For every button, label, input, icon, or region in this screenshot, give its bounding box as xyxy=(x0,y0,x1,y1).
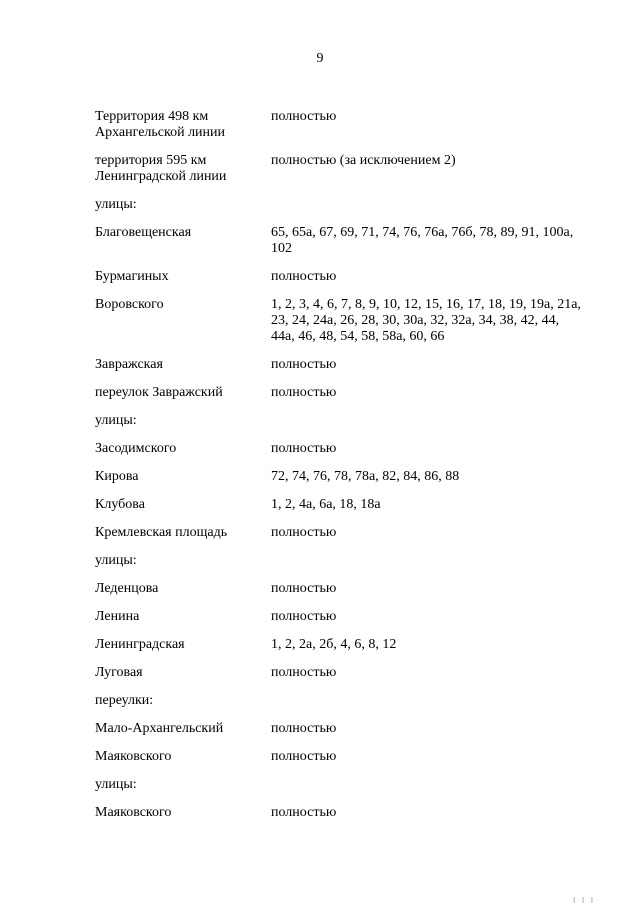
house-numbers xyxy=(271,197,625,213)
house-numbers: полностью xyxy=(271,665,337,680)
list-item xyxy=(95,197,625,213)
street-name: Воровского xyxy=(95,297,164,312)
list-item xyxy=(95,269,625,285)
street-name: Благовещенская xyxy=(95,225,192,240)
street-name: Территория 498 км Архангельской линии xyxy=(95,109,226,140)
list-item xyxy=(95,749,625,765)
house-numbers: 65, 65а, 67, 69, 71, 74, 76, 76а, 76б, 78, 89, 91, 100а, 102 xyxy=(271,225,574,256)
list-item xyxy=(95,153,625,185)
street-name: Засодимского xyxy=(95,441,177,456)
house-numbers xyxy=(271,553,625,569)
street-name: Луговая xyxy=(95,665,143,680)
house-numbers: полностью xyxy=(271,525,337,540)
section-heading: улицы: xyxy=(95,553,137,568)
street-name: Кремлевская площадь xyxy=(95,525,228,540)
house-numbers: полностью xyxy=(271,385,337,400)
footer-mark: I I I xyxy=(573,896,596,905)
street-name: Ленинградская xyxy=(95,637,185,652)
list-item xyxy=(95,441,625,457)
list-item xyxy=(95,637,625,653)
street-name: Кирова xyxy=(95,469,139,484)
list-item xyxy=(95,581,625,597)
list-item xyxy=(95,525,625,541)
house-numbers xyxy=(271,413,625,429)
list-item xyxy=(95,777,625,793)
list-item xyxy=(95,665,625,681)
page-number: 9 xyxy=(316,51,324,66)
section-heading: улицы: xyxy=(95,197,137,212)
house-numbers: полностью (за исключением 2) xyxy=(271,153,456,168)
house-numbers: полностью xyxy=(271,269,337,284)
list-item xyxy=(95,693,625,709)
section-heading: переулки: xyxy=(95,693,154,708)
street-name: территория 595 км Ленинградской линии xyxy=(95,153,227,184)
street-name: Маяковского xyxy=(95,749,172,764)
street-name: Маяковского xyxy=(95,805,172,820)
list-item xyxy=(95,357,625,373)
house-numbers: полностью xyxy=(271,721,337,736)
section-heading: улицы: xyxy=(95,777,137,792)
house-numbers: 1, 2, 3, 4, 6, 7, 8, 9, 10, 12, 15, 16, 17, 18, 19, 19а, 21а, 23, 24, 24а, 26, 28, 30, 30а, 32, 32а, 34, 38, 42, 44, 44а, 46, 48, 54, 58, 58а, 60, 66 xyxy=(271,297,581,344)
house-numbers: полностью xyxy=(271,441,337,456)
street-name: Клубова xyxy=(95,497,145,512)
house-numbers: полностью xyxy=(271,581,337,596)
street-name: Мало-Архангельский xyxy=(95,721,224,736)
list-item xyxy=(95,553,625,569)
list-item xyxy=(95,609,625,625)
house-numbers: 1, 2, 4а, 6а, 18, 18а xyxy=(271,497,381,512)
house-numbers: полностью xyxy=(271,749,337,764)
house-numbers: полностью xyxy=(271,109,337,124)
list-item xyxy=(95,497,625,513)
section-heading: улицы: xyxy=(95,413,137,428)
list-item xyxy=(95,109,625,141)
list-item xyxy=(95,385,625,401)
house-numbers xyxy=(271,693,625,709)
street-name: Леденцова xyxy=(95,581,159,596)
street-name: Ленина xyxy=(95,609,140,624)
house-numbers: 1, 2, 2а, 2б, 4, 6, 8, 12 xyxy=(271,637,397,652)
list-item xyxy=(95,413,625,429)
house-numbers: полностью xyxy=(271,805,337,820)
list-item xyxy=(95,805,625,821)
street-name: Бурмагиных xyxy=(95,269,169,284)
street-name: Завражская xyxy=(95,357,163,372)
list-item xyxy=(95,469,625,485)
list-item xyxy=(95,721,625,737)
house-numbers: 72, 74, 76, 78, 78а, 82, 84, 86, 88 xyxy=(271,469,460,484)
house-numbers: полностью xyxy=(271,609,337,624)
street-name: переулок Завражский xyxy=(95,385,223,400)
list-item xyxy=(95,297,625,345)
house-numbers xyxy=(271,777,625,793)
street-list xyxy=(95,109,625,833)
list-item xyxy=(95,225,625,257)
house-numbers: полностью xyxy=(271,357,337,372)
